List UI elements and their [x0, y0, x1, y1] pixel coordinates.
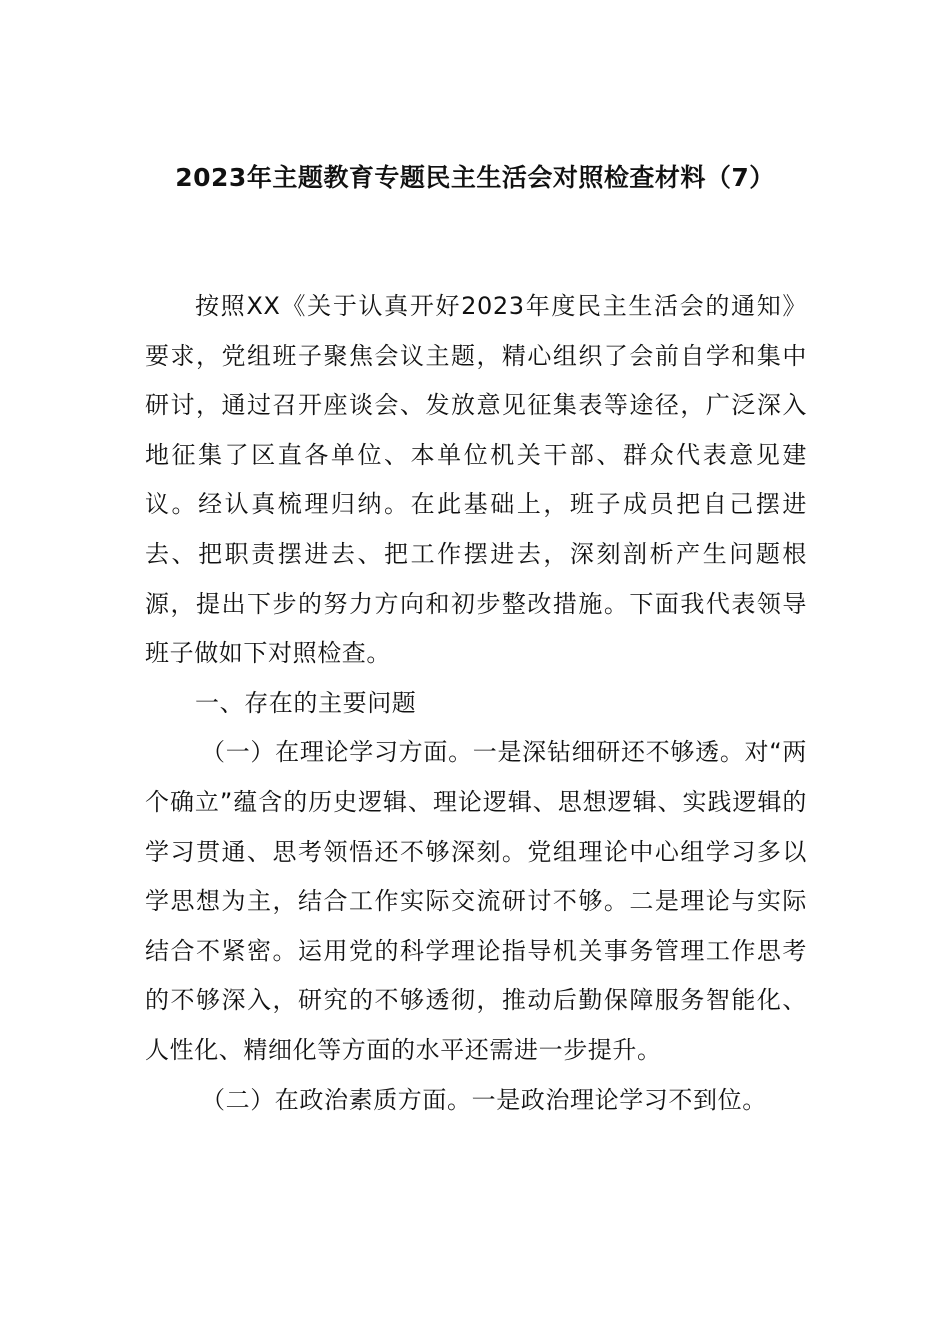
document-body — [145, 282, 807, 1125]
section-heading: 一、存在的主要问题 — [195, 688, 417, 717]
political-quality-paragraph: （二）在政治素质方面。一是政治理论学习不到位。 — [201, 1085, 767, 1114]
theory-study-paragraph: （一）在理论学习方面。一是深钻细研还不够透。对“两个确立”蕴含的历史逻辑、理论逻辑、思想逻辑、实践逻辑的学习贯通、思考领悟还不够深刻。党组理论中心组学习多以学思想为主，结合工作实际交流研讨不够。二是理论与实际结合不紧密。运用党的科学理论指导机关事务管理工作思考的不够深入，研究的不够透彻，推动后勤保障服务智能化、人性化、精细化等方面的水平还需进一步提升。 — [145, 738, 807, 1064]
intro-paragraph: 按照XX《关于认真开好2023年度民主生活会的通知》要求，党组班子聚焦会议主题，精心组织了会前自学和集中研讨，通过召开座谈会、发放意见征集表等途径，广泛深入地征集了区直各单位、本单位机关干部、群众代表意见建议。经认真梳理归纳。在此基础上，班子成员把自己摆进去、把职责摆进去、把工作摆进去，深刻剖析产生问题根源，提出下步的努力方向和初步整改措施。下面我代表领导班子做如下对照检查。 — [145, 292, 807, 668]
document-title: 2023年主题教育专题民主生活会对照检查材料（7） — [175, 163, 775, 192]
